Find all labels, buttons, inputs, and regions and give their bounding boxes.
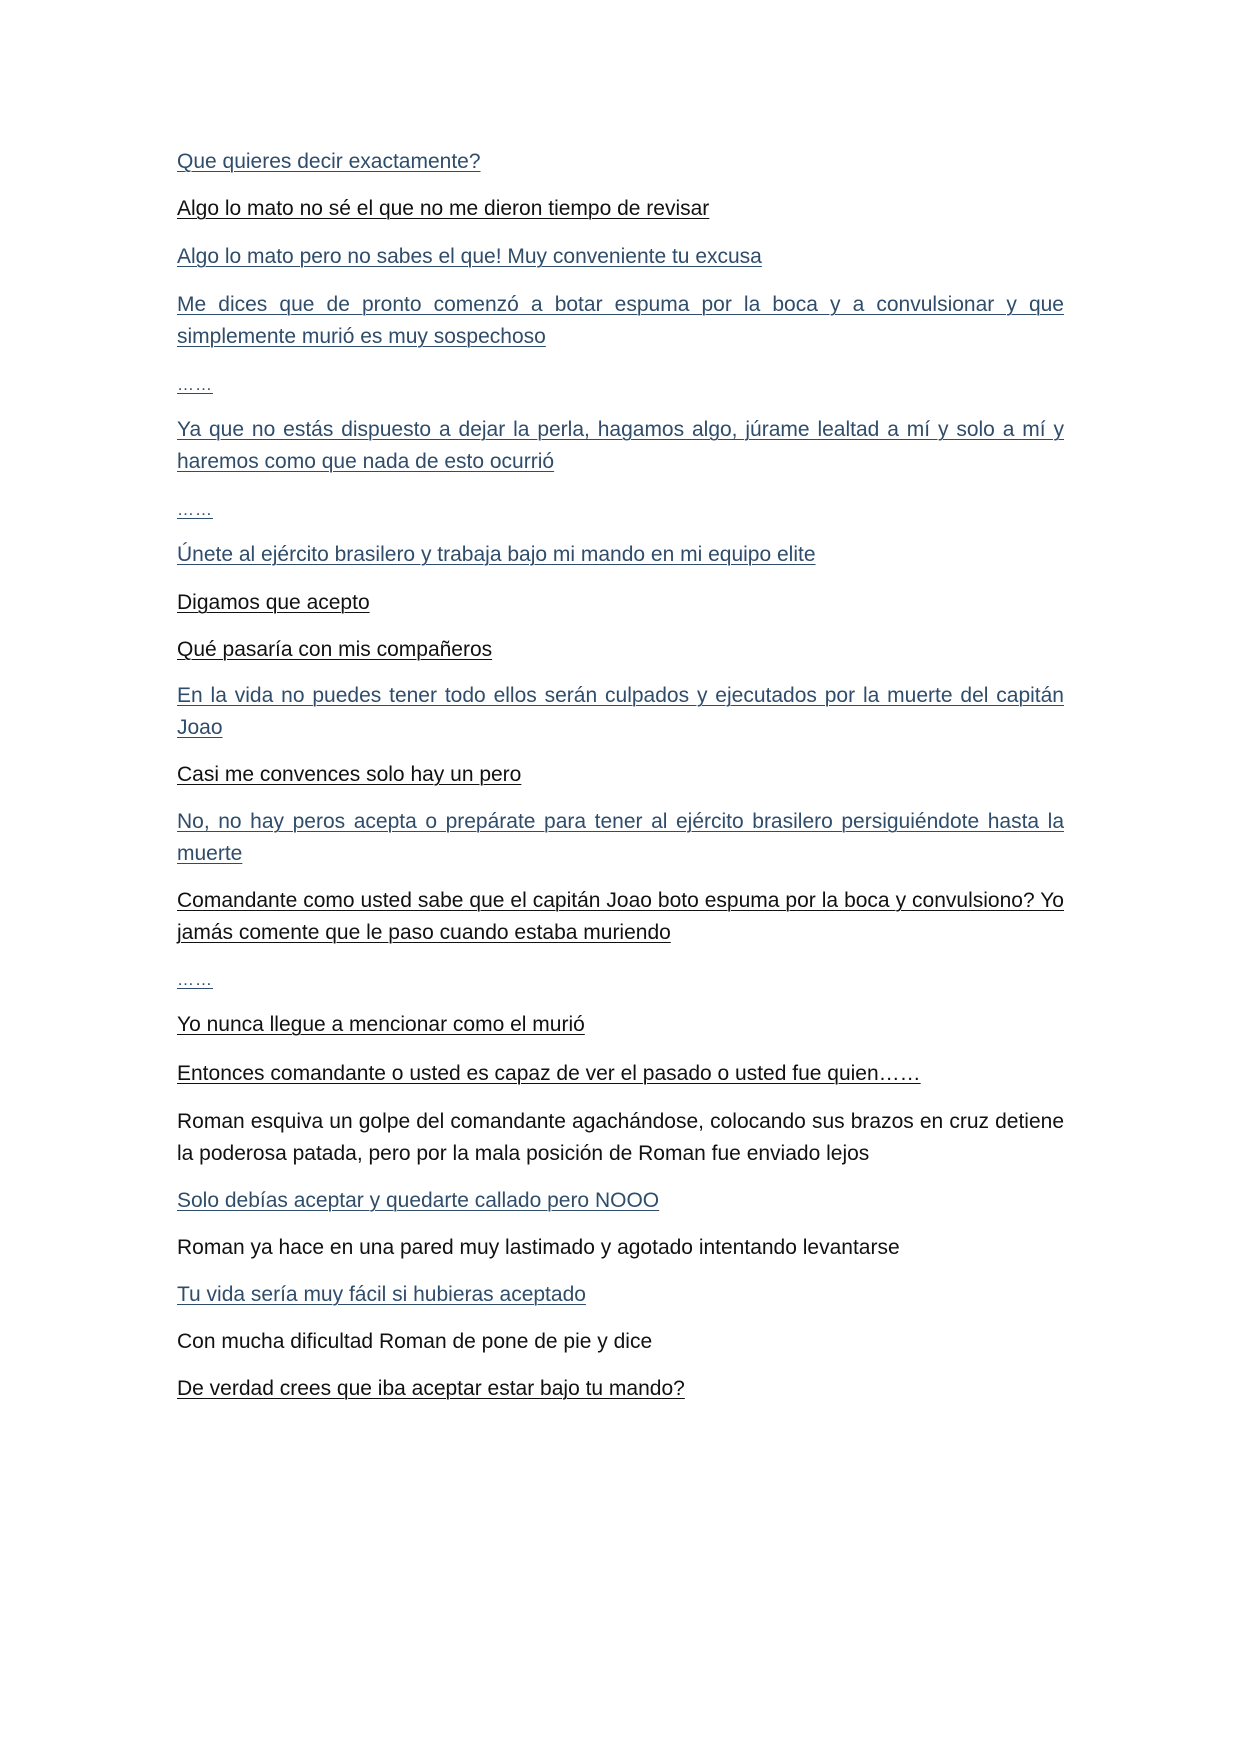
dialogue-line: Algo lo mato pero no sabes el que! Muy conveniente tu excusa [177,245,762,268]
dialogue-line: Casi me convences solo hay un pero [177,763,522,786]
dialogue-line: Yo nunca llegue a mencionar como el murió [177,1013,585,1036]
dialogue-line: No, no hay peros acepta o prepárate para tener al ejército brasilero persiguiéndote hasta la muerte [177,810,1064,865]
dialogue-line: Me dices que de pronto comenzó a botar espuma por la boca y a convulsionar y que simplemente murió es muy sospechoso [177,293,1064,348]
dialogue-line: Solo debías aceptar y quedarte callado pero NOOO [177,1189,660,1212]
narration-line: Con mucha dificultad Roman de pone de pie y dice [177,1330,653,1353]
dialogue-line: Únete al ejército brasilero y trabaja bajo mi mando en mi equipo elite [177,543,816,566]
dialogue-line: Algo lo mato no sé el que no me dieron tiempo de revisar [177,197,710,220]
narration-line: Roman ya hace en una pared muy lastimado y agotado intentando levantarse [177,1236,900,1259]
narration-line: Roman esquiva un golpe del comandante agachándose, colocando sus brazos en cruz detiene la poderosa patada, pero por la mala posición de Roman fue enviado lejos [177,1110,1064,1165]
dialogue-line: Que quieres decir exactamente? [177,150,481,173]
document-body [177,146,1064,1405]
dialogue-line: Qué pasaría con mis compañeros [177,638,493,661]
ellipsis-line: …… [177,500,213,519]
dialogue-line: Digamos que acepto [177,591,370,614]
dialogue-line: Tu vida sería muy fácil si hubieras aceptado [177,1283,586,1306]
dialogue-line: Entonces comandante o usted es capaz de ver el pasado o usted fue quien…… [177,1062,921,1085]
ellipsis-line: …… [177,970,213,989]
dialogue-line: Ya que no estás dispuesto a dejar la perla, hagamos algo, júrame lealtad a mí y solo a mí y haremos como que nada de esto ocurrió [177,418,1064,473]
dialogue-line: En la vida no puedes tener todo ellos serán culpados y ejecutados por la muerte del capitán Joao [177,684,1064,739]
dialogue-line: Comandante como usted sabe que el capitán Joao boto espuma por la boca y convulsiono? Yo jamás comente que le paso cuando estaba muriendo [177,889,1064,944]
ellipsis-line: …… [177,375,213,394]
dialogue-line: De verdad crees que iba aceptar estar bajo tu mando? [177,1377,685,1400]
